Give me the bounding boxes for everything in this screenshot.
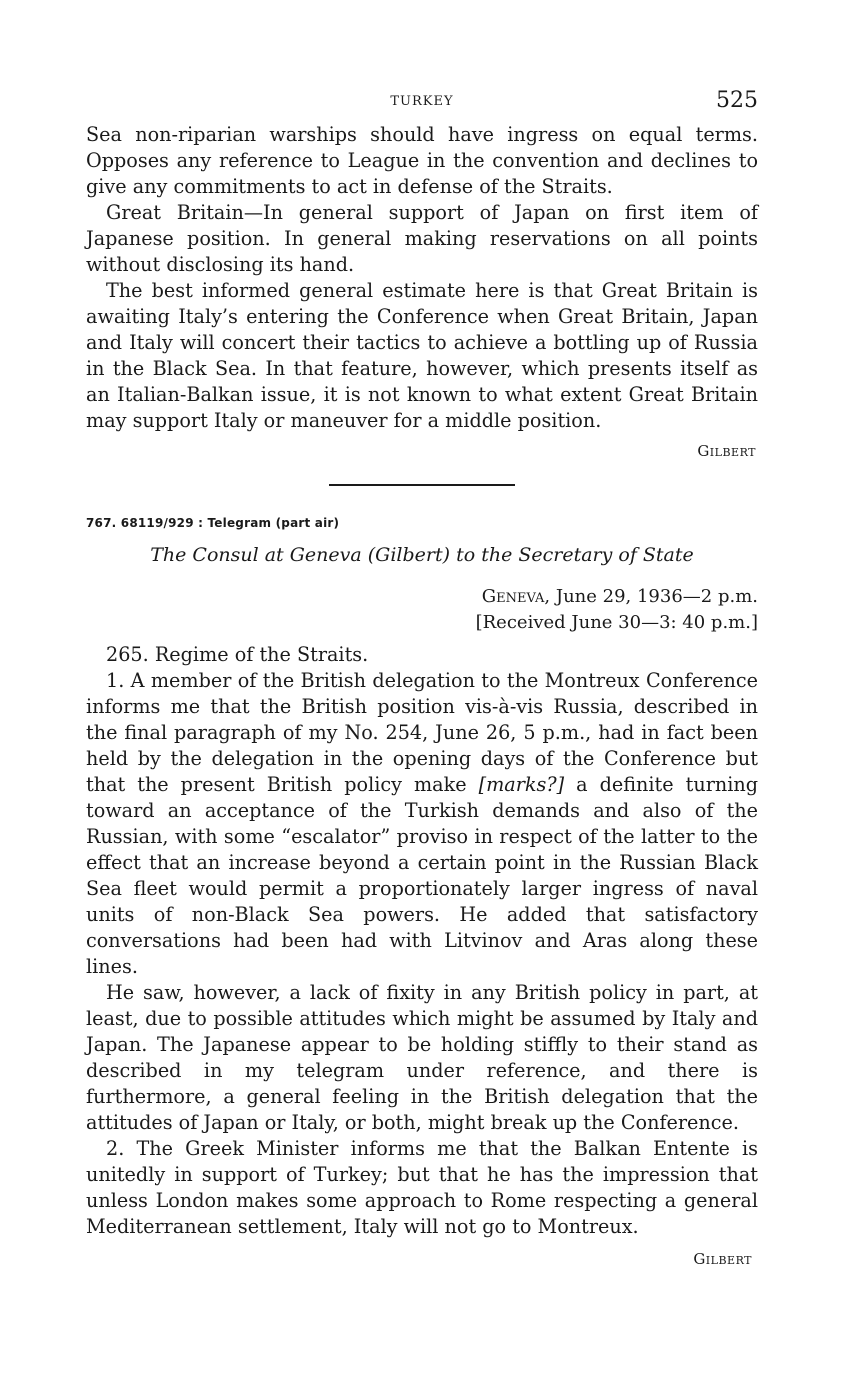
title-prefix: The Consul at Geneva (	[150, 544, 376, 566]
date-value: , June 29, 1936—2 p.m.	[544, 586, 758, 607]
page-number: 525	[716, 88, 758, 113]
page-header	[86, 88, 758, 122]
title-suffix: ) to the Secretary of State	[442, 544, 694, 566]
document-page	[86, 88, 758, 1272]
date-line	[86, 584, 758, 610]
signature-gilbert-2: Gilbert	[693, 1250, 752, 1268]
title-name: Gilbert	[375, 544, 443, 566]
telegram-heading: 265. Regime of the Straits.	[106, 643, 369, 666]
continued-paragraph-1: Sea non-riparian warships should have ingress on equal terms. Opposes any reference to League in the convention and declines to give any commitments to act in defense of the Straits.	[86, 123, 758, 198]
section-divider	[329, 484, 515, 486]
document-title	[86, 544, 758, 566]
telegram-paragraph-2: He saw, however, a lack of fixity in any British policy in part, at least, due to possible attitudes which might be assumed by Italy and Japan. The Japanese appear to be holding stiffly to their stand as described in my telegram under reference, and there is furthermore, a general feeling in the British delegation that the attitudes of Japan or Italy, or both, might break up the Conference.	[86, 981, 758, 1134]
file-reference: 767. 68119/929 : Telegram (part air)	[86, 516, 340, 530]
paragraph-1-bracket: [marks?]	[478, 773, 565, 796]
paragraph-1-after: a definite turning toward an acceptance of the Turkish demands and also of the Russian, with some “escalator” proviso in respect of the latter to the effect that an increase beyond a certain point in the Russian Black Sea fleet would permit a proportionately larger ingress of naval units of non-Black Sea powers. He added that satisfactory conversations had been had with Litvinov and Aras along these lines.	[86, 773, 758, 978]
telegram-paragraph-1	[86, 668, 758, 980]
paragraph-1-before: 1. A member of the British delegation to the Montreux Conference informs me that the British position vis-à-vis Russia, described in the final paragraph of my No. 254, June 26, 5 p.m., had in fact been held by the delegation in the opening days of the Conference but that the present British policy make	[86, 669, 758, 796]
dateline	[86, 584, 758, 636]
continued-paragraph-3: The best informed general estimate here is that Great Britain is awaiting Italy’s entering the Conference when Great Britain, Japan and Italy will concert their tactics to achieve a bottling up of Russia in the Black Sea. In that feature, however, which presents itself as an Italian-Balkan issue, it is not known to what extent Great Britain may support Italy or maneuver for a middle position.	[86, 279, 758, 432]
date-place: Geneva	[481, 586, 545, 607]
received-line: [Received June 30—3: 40 p.m.]	[475, 612, 758, 633]
continued-paragraph-2: Great Britain—In general support of Japan on first item of Japanese position. In general making reservations on all points without disclosing its hand.	[86, 201, 758, 276]
signature-gilbert-1: Gilbert	[697, 442, 756, 460]
running-head: TURKEY	[390, 94, 454, 109]
telegram-paragraph-3: 2. The Greek Minister informs me that the Balkan Entente is unitedly in support of Turkey; but that he has the impression that unless London makes some approach to Rome respecting a general Mediterranean settlement, Italy will not go to Montreux.	[86, 1137, 758, 1238]
